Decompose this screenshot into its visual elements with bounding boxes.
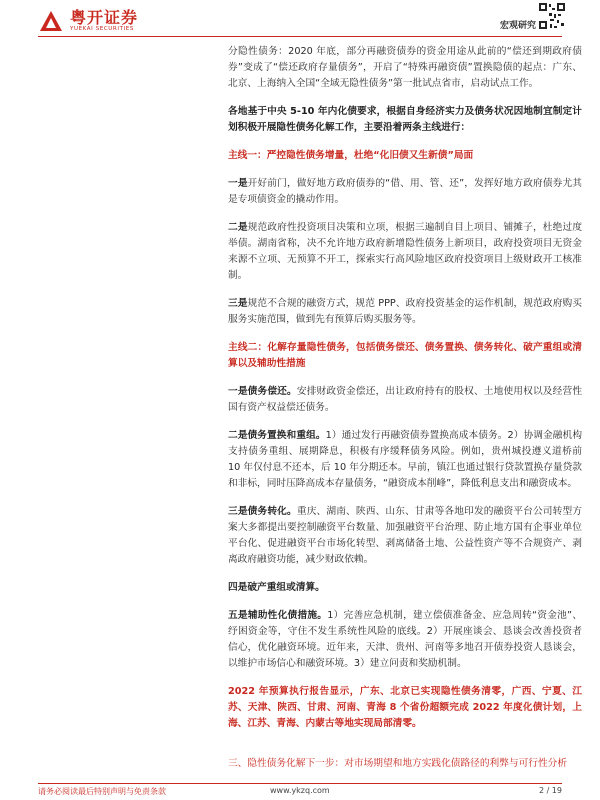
- body-text: 重庆、湖南、陕西、山东、甘肃等各地印发的融资平台公司转型方案大多都提出要控制融资平台数量、加强融资平台治理、防止地方国有企事业单位平台化、促进融资平台市场化转型、剥离储备土地、公益性资产等不合规资产、剥离政府融资功能，减少财政依赖。: [228, 506, 583, 565]
- body-text: 开好前门，做好地方政府债券的“借、用、管、还”，发挥好地方政府债券尤其是专项债资金的撬动作用。: [228, 178, 582, 205]
- footer-disclaimer: 请务必阅读最后特别声明与免责条款: [38, 787, 166, 796]
- paragraph: [228, 220, 582, 284]
- lead-text: 二是债务置换和重组。: [228, 430, 326, 441]
- paragraph: [228, 384, 582, 416]
- paragraph: [228, 176, 582, 208]
- brand-logo: [38, 9, 138, 33]
- mainline-two-heading: 主线二：化解存量隐性债务，包括债务偿还、债务置换、债务转化、破产重组或清算以及辅助性措施: [228, 342, 582, 369]
- lead-text: 三是债务转化。: [228, 506, 297, 517]
- lead-text: 一是债务偿还。: [228, 386, 297, 397]
- lead-text: 二是: [228, 222, 248, 233]
- qr-code-icon: [538, 2, 566, 30]
- header-divider: [38, 36, 562, 37]
- paragraph: [228, 428, 582, 492]
- report-body: [228, 44, 582, 772]
- section-heading: 三、隐性债务化解下一步：对市场期望和地方实践化债路径的利弊与可行性分析: [228, 758, 568, 769]
- paragraph: [228, 296, 582, 328]
- page-header: [0, 0, 600, 42]
- footer-url: www.ykzq.com: [270, 786, 330, 795]
- brand-name-cn: 粤开证券: [70, 8, 139, 27]
- page-number: 2 / 19: [538, 786, 562, 795]
- lead-text: 五是辅助性化债措施。: [228, 610, 328, 621]
- lead-text: 一是: [228, 178, 248, 189]
- paragraph: [228, 504, 582, 568]
- paragraph-bold: 各地基于中央 5-10 年内化债要求，根据自身经济实力及债务状况因地制宜制定计划积极开展隐性债务化解工作，主要沿着两条主线进行：: [228, 106, 582, 133]
- paragraph: 分隐性债务：2020 年底，部分再融资债券的资金用途从此前的“偿还到期政府债券”变成了“偿还政府存量债务”，开启了“特殊再融资债”置换隐债的起点：广东、北京、上海纳入全国“全域无隐性债务”第一批试点省市，启动试点工作。: [228, 46, 582, 89]
- body-text: 1）完善应急机制，建立偿债准备金、应急周转“资金池”、纾困资金等，守住不发生系统性风险的底线。2）开展座谈会、恳谈会改善投资者信心，优化融资环境。近年来，天津、贵州、河南等多地召开债券投资人恳谈会，以维护市场信心和融资环境。3）建立问责和奖励机制。: [228, 610, 583, 669]
- highlight-paragraph: 2022 年预算执行报告显示，广东、北京已实现隐性债务清零，广西、宁夏、江苏、天津、陕西、甘肃、河南、青海 8 个省份超额完成 2022 年度化债计划，上海、江苏、青海、内蒙古等地实现局部清零。: [228, 686, 582, 729]
- report-section-label: 宏观研究: [499, 21, 536, 31]
- paragraph: [228, 608, 582, 672]
- brand-name-en: YUEKAI SECURITIES: [70, 26, 134, 32]
- paragraph-bold: 四是破产重组或清算。: [228, 582, 325, 593]
- logo-mark-icon: [38, 9, 64, 33]
- footer-divider: [38, 783, 562, 784]
- mainline-one-heading: 主线一：严控隐性债务增量，杜绝“化旧债又生新债”局面: [228, 150, 474, 161]
- lead-text: 三是: [228, 298, 248, 309]
- body-text: 安排财政资金偿还，出让政府持有的股权、土地使用权以及经营性国有资产权益偿还债务。: [228, 386, 583, 413]
- body-text: 规范政府性投资项目决策和立项，根据三遍制自目上项目、铺摊子，杜绝过度举债。湖南省称，决不允许地方政府新增隐性债务上新项目，政府投资项目无资金来源不立项、无预算不开工，探索实行高风险地区政府投资项目上级财政开工核准制。: [228, 222, 583, 281]
- body-text: 规范不合规的融资方式，规范 PPP、政府投资基金的运作机制，规范政府购买服务实施范围，做到先有预算后购买服务等。: [228, 298, 582, 325]
- body-text: 1）通过发行再融资债券置换高成本债务。2）协调金融机构支持债务重组、展期降息，积极有序缓释债务风险。例如，贵州城投遵义道桥前 10 年仅付息不还本，后 10 年分期还本。早前，镇江也通过银行贷款置换存量贷款和非标，同时压降高成本存量债务，“融资成本削峰”，降低利息支出和融资成本。: [228, 430, 583, 489]
